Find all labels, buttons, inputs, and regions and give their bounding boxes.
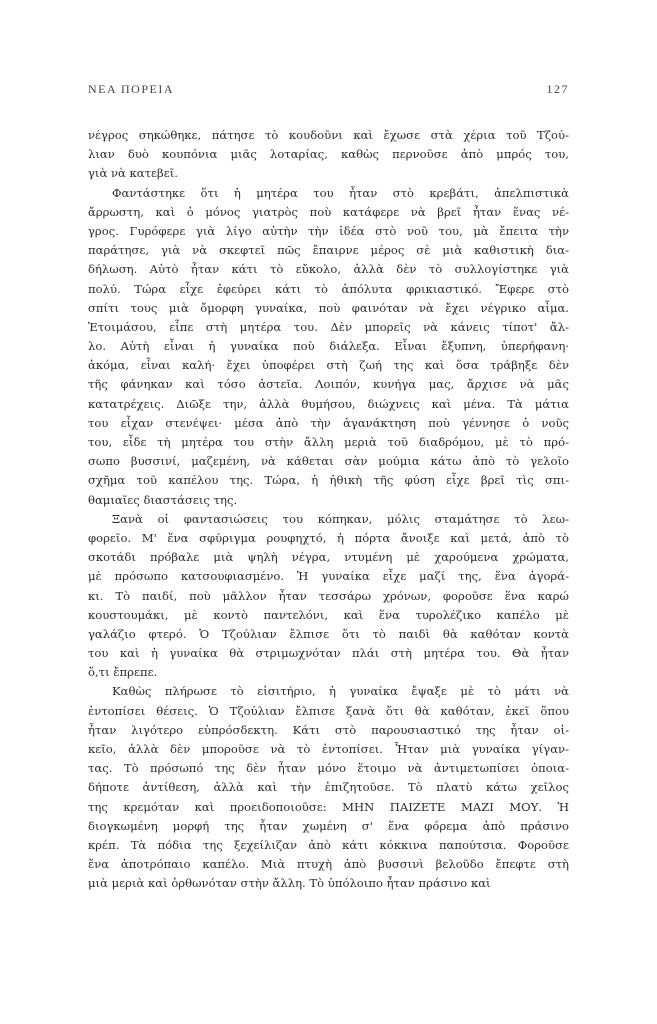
page-number: 127 [546,82,569,96]
text-line: παράτησε, γιὰ νὰ σκεφτεῖ πῶς ἔπαιρνε μέρος σὲ μιὰ καθιστικὴ δια- [88,243,569,258]
text-line: σωπο βυσσινί, μαζεμένη, νὰ κάθεται σὰν μούμια κάτω ἀπὸ τὸ γελοῖο [88,454,569,469]
text-line: κι. Τὸ παιδί, ποὺ μᾶλλον ἦταν τεσσάρω χρόνων, φοροῦσε ἕνα καρώ [88,588,569,603]
text-line: γρος. Γυρόφερε γιὰ λίγο αὐτὴν τὴν ἰδέα στὸ νοῦ του, μὰ ἔπειτα τὴν [88,223,569,238]
text-line: ἐντοπίσει θέσεις. Ὁ Τζούλιαν ἔλπισε ξανὰ ὅτι θὰ καθόταν, ἐκεῖ ὅπου [88,703,569,718]
text-line: λο. Αὐτὴ εἶναι ἡ γυναίκα ποὺ διάλεξα. Εἶναι ἔξυπνη, ὑπερήφανη· [88,339,569,354]
text-line: σχῆμα τοῦ καπέλου της. Τώρα, ἡ ἠθικὴ τῆς φύση εἶχε βρεῖ τὶς σπι- [88,473,569,488]
text-line: φορεῖο. Μ' ἕνα σφύριγμα ρουφηχτό, ἡ πόρτα ἄνοιξε καὶ μετά, ἀπὸ τὸ [88,530,569,545]
text-line: Καθὼς πλήρωσε τὸ εἰσιτήριο, ἡ γυναίκα ἔψαξε μὲ τὸ μάτι νὰ [112,684,569,699]
text-line: δήλωση. Αὐτὸ ἦταν κάτι τὸ εὔκολο, ἀλλὰ δὲν τὸ συλλογίστηκε γιὰ [88,262,569,277]
text-line: Ξανὰ οἱ φαντασιώσεις του κόπηκαν, μόλις σταμάτησε τὸ λεω- [112,511,569,526]
text-line: Ἑτοιμάσου, εἶπε στὴ μητέρα του. Δὲν μπορεῖς νὰ κάνεις τίποτ' ἄλ- [88,319,569,334]
running-head-title: ΝΕΑ ΠΟΡΕΙΑ [88,82,174,96]
text-line: τας. Τὸ πρόσωπό της δὲν ἦταν μόνο ἕτοιμο νὰ ἀντιμετωπίσει ὁποια- [88,761,569,776]
text-line: θαμιαῖες διαστάσεις της. [88,492,238,507]
text-line: κρέπ. Τὰ πόδια της ξεχείλιζαν ἀπὸ κάτι κόκκινα παπούτσια. Φοροῦσε [88,837,569,852]
paragraph [88,510,569,683]
text-line: του εἶχαν στενέψει· μέσα ἀπὸ τὴν ἀγανάκτηση ποὺ γέννησε ὁ νοῦς [88,415,569,430]
text-line: μιὰ μεριὰ καὶ ὀρθωνόταν στὴν ἄλλη. Τὸ ὑπόλοιπο ἦταν πράσινο καὶ [88,876,491,891]
text-line: τῆς φάνηκαν καὶ τόσο ἀστεῖα. Λοιπόν, κυνήγα μας, ἄρχισε νὰ μᾶς [88,377,569,392]
text-line: γαλάζιο φτερό. Ὁ Τζούλιαν ἔλπισε ὅτι τὸ παιδὶ θὰ καθόταν κοντὰ [88,626,569,641]
text-line: της κρεμόταν καὶ προειδοποιοῦσε: ΜΗΝ ΠΑΙΖΕΤΕ ΜΑΖΙ ΜΟΥ. Ἡ [88,799,569,814]
paragraph [88,184,569,510]
body-text [88,126,569,894]
running-head [88,82,569,100]
text-line: ἕνα ἀποτρόπαιο καπέλο. Μιὰ πτυχὴ ἀπὸ βυσσινὶ βελοῦδο ἔπεφτε στὴ [88,857,569,872]
text-line: Φαντάστηκε ὅτι ἡ μητέρα του ἦταν στὸ κρεβάτι, ἀπελπιστικὰ [112,185,569,200]
text-line: γιὰ νὰ κατεβεῖ. [88,166,178,181]
text-line: κατατρέχεις. Διῶξε την, ἀλλὰ θυμήσου, διώχνεις καὶ μένα. Τὰ μάτια [88,396,569,411]
text-line: νέγρος σηκώθηκε, πάτησε τὸ κουδοῦνι καὶ ἔχωσε στὰ χέρια τοῦ Τζού- [88,128,569,142]
text-line: του καὶ ἡ γυναίκα θὰ στριμωχνόταν πλάι στὴ μητέρα του. Θὰ ἦταν [88,646,569,661]
text-line: ἄρρωστη, καὶ ὁ μόνος γιατρὸς ποὺ κατάφερε νὰ βρεῖ ἦταν ἕνας νέ- [88,204,569,219]
text-line: κεῖο, ἀλλὰ δὲν μποροῦσε νὰ τὸ ἐντοπίσει. Ἦταν μιὰ γυναίκα γίγαν- [88,742,569,756]
text-line: του, εἶδε τὴ μητέρα του στὴν ἄλλη μεριὰ τοῦ διαδρόμου, μὲ τὸ πρό- [88,435,569,449]
text-line: ἀκόμα, εἶναι καλή· ἔχει ὑποφέρει στὴ ζωή της καὶ ὅσα τράβηξε δὲν [88,358,569,373]
text-line: κουστουμάκι, μὲ κοντὸ παντελόνι, καὶ ἕνα τυρολέζικο καπέλο μὲ [88,607,569,622]
text-line: ἦταν λιγότερο εὐπρόσδεκτη. Κάτι στὸ παρουσιαστικό της ἦταν οἰ- [88,722,569,737]
text-line: μὲ πρόσωπο κατσουφιασμένο. Ἡ γυναίκα εἶχε μαζί της, ἕνα ἀγορά- [88,569,569,584]
paragraph [88,682,569,893]
text-line: λιαν δυὸ κουπόνια μιᾶς λοταρίας, καθὼς περνοῦσε ἀπὸ μπρός του, [88,147,569,162]
text-line: σπίτι τους μιὰ ὄμορφη γυναίκα, ποὺ φαινόταν νὰ ἔχει νέγρικο αἷμα. [88,300,569,315]
text-line: πολύ. Τώρα εἶχε ἐφεύρει κάτι τὸ ἀπόλυτα φρικιαστικό. Ἔφερε στὸ [88,281,569,296]
text-line: διογκωμένη μορφή της ἦταν χωμένη σ' ἕνα φόρεμα ἀπὸ πράσινο [88,818,569,833]
text-line: σκοτάδι πρόβαλε μιὰ ψηλὴ νέγρα, ντυμένη μὲ χαρούμενα χρώματα, [88,550,569,565]
text-line: δήποτε ἀντίθεση, ἀλλὰ καὶ τὴν ἐπιζητοῦσε. Τὸ πλατὺ κάτω χεῖλος [88,780,569,795]
text-line: ὅ,τι ἔπρεπε. [88,665,158,680]
paragraph [88,126,569,184]
